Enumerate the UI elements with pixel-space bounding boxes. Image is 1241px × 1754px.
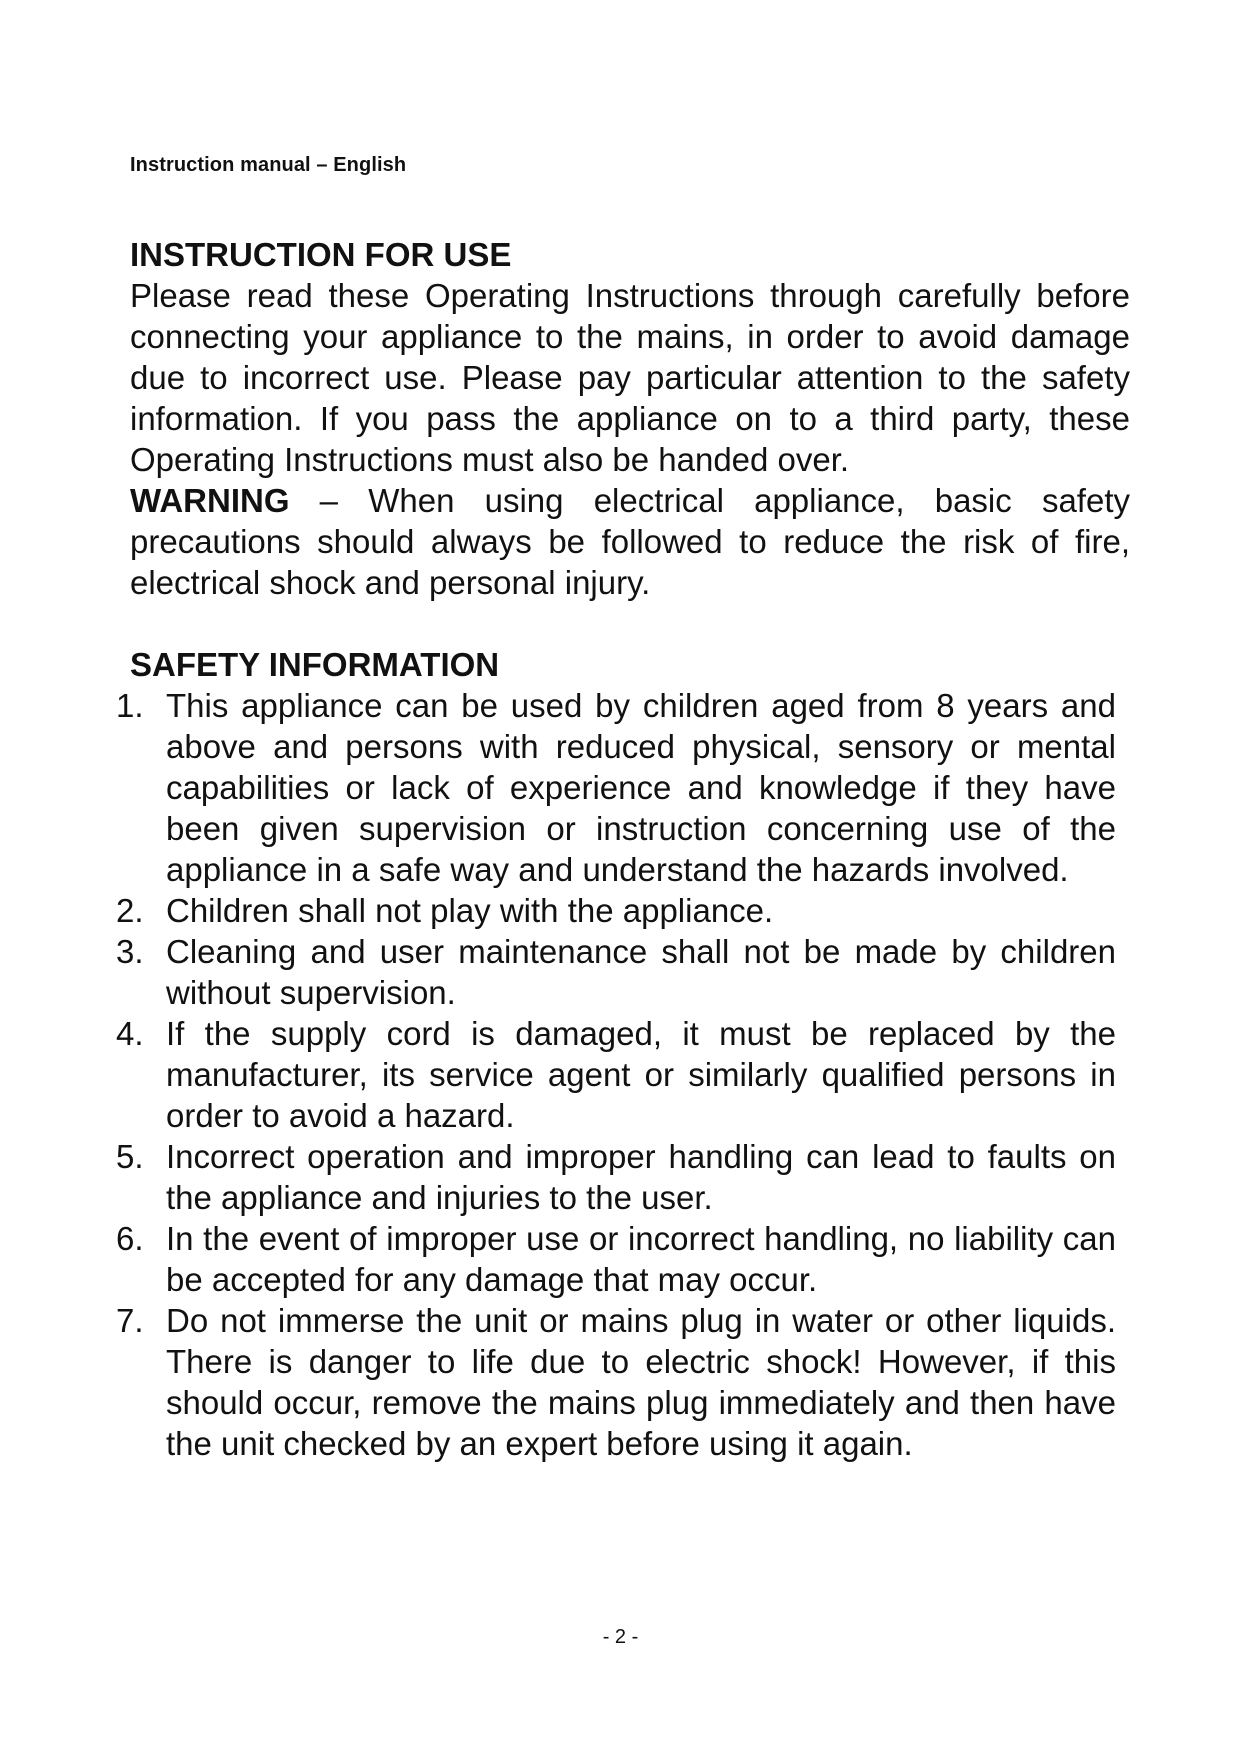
instruction-heading: INSTRUCTION FOR USE: [130, 236, 512, 273]
list-item-text: In the event of improper use or incorrect handling, no liability can be accepted for any damage that may occur.: [166, 1220, 1116, 1298]
safety-heading: SAFETY INFORMATION: [130, 646, 500, 683]
list-item: [116, 931, 1116, 1013]
list-item-number: 6.: [116, 1220, 144, 1257]
list-item-text: Cleaning and user maintenance shall not be made by children without supervision.: [166, 933, 1116, 1011]
list-item-text: Incorrect operation and improper handling can lead to faults on the appliance and injuries to the user.: [166, 1138, 1116, 1216]
list-item: [116, 1300, 1116, 1464]
list-item: [116, 685, 1116, 890]
page-content: [116, 234, 1130, 1464]
list-item: [116, 1013, 1116, 1136]
list-item-text: Children shall not play with the appliance.: [166, 892, 774, 929]
list-item: [116, 1218, 1116, 1300]
running-header: Instruction manual – English: [130, 154, 407, 176]
warning-text: – When using electrical appliance, basic safety precautions should always be followed to reduce the risk of fire, electrical shock and personal injury.: [130, 482, 1130, 601]
list-item-number: 7.: [116, 1302, 144, 1339]
list-item-number: 3.: [116, 933, 144, 970]
list-item-number: 1.: [116, 687, 144, 724]
list-item-number: 2.: [116, 892, 144, 929]
warning-label: WARNING: [130, 482, 290, 519]
list-item-text: Do not immerse the unit or mains plug in water or other liquids. There is danger to life due to electric shock! However, if this should occur, remove the mains plug immediately and then have the unit checked by an expert before using it again.: [166, 1302, 1116, 1462]
list-item-text: This appliance can be used by children aged from 8 years and above and persons with reduced physical, sensory or mental capabilities or lack of experience and knowledge if they have been given supervision or instruction concerning use of the appliance in a safe way and understand the hazards involved.: [166, 687, 1116, 888]
page-number: - 2 -: [602, 1626, 639, 1648]
warning-paragraph: [130, 480, 1130, 603]
list-item: [116, 1136, 1116, 1218]
list-item-number: 5.: [116, 1138, 144, 1175]
section-spacer: [130, 603, 1130, 644]
instruction-paragraph: Please read these Operating Instructions through carefully before connecting your appliance to the mains, in order to avoid damage due to incorrect use. Please pay particular attention to the safety information. If you pass the appliance on to a third party, these Operating Instructions must also be handed over.: [130, 277, 1130, 478]
list-item-number: 4.: [116, 1015, 144, 1052]
list-item-text: If the supply cord is damaged, it must be replaced by the manufacturer, its service agent or similarly qualified persons in order to avoid a hazard.: [166, 1015, 1116, 1134]
safety-list: [116, 685, 1116, 1464]
list-item: [116, 890, 1116, 931]
